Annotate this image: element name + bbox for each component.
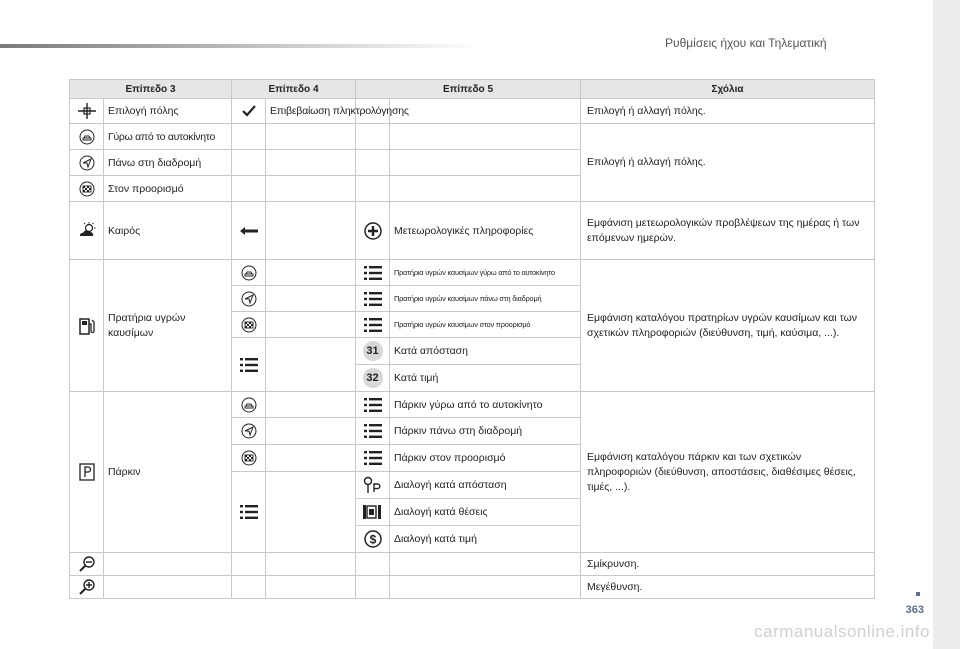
info-plus-icon <box>356 202 390 260</box>
fuel-stations-label: Πρατήρια υγρών καυσίμων <box>104 260 232 392</box>
enter-key-icon <box>232 202 266 260</box>
weather-label: Καιρός <box>104 202 232 260</box>
destination-flag-icon <box>232 312 266 338</box>
around-car-icon <box>70 124 104 150</box>
table-row <box>70 124 875 150</box>
header-level-5: Επίπεδο 5 <box>356 80 581 99</box>
destination-label: Στον προορισμό <box>104 176 232 202</box>
table-row <box>70 576 875 599</box>
parking-icon <box>70 392 104 553</box>
zoom-in-icon <box>70 576 104 599</box>
around-car-label: Γύρω από το αυτοκίνητο <box>104 124 232 150</box>
parking-by-price-label: Διαλογή κατά τιμή <box>390 526 581 553</box>
list-icon <box>356 286 390 312</box>
table-row <box>70 99 875 124</box>
fuel-route-label: Πρατήρια υγρών καυσίμων πάνω στη διαδρομή <box>390 286 581 312</box>
on-route-icon <box>70 150 104 176</box>
on-route-icon <box>232 286 266 312</box>
table-header-row <box>70 80 875 99</box>
fuel-destination-label: Πρατήρια υγρών καυσίμων στον προορισμό <box>390 312 581 338</box>
search-area-comment: Επιλογή ή αλλαγή πόλης. <box>581 124 875 202</box>
badge-31 <box>356 338 390 365</box>
header-level-4: Επίπεδο 4 <box>232 80 356 99</box>
fuel-by-distance-label: Κατά απόσταση <box>390 338 581 365</box>
badge-31-number: 31 <box>363 341 383 361</box>
header-gradient-bar <box>0 44 480 48</box>
weather-comment: Εμφάνιση μετεωρολογικών προβλέψεων της ημέρας ή των επόμενων ημερών. <box>581 202 875 260</box>
destination-flag-icon <box>232 445 266 472</box>
on-route-label: Πάνω στη διαδρομή <box>104 150 232 176</box>
list-icon <box>356 418 390 445</box>
header-level-3: Επίπεδο 3 <box>70 80 232 99</box>
badge-32 <box>356 365 390 392</box>
menu-table <box>69 79 875 599</box>
list-icon <box>356 312 390 338</box>
city-select-icon <box>70 99 104 124</box>
zoom-out-comment: Σμίκρυνση. <box>581 553 875 576</box>
confirm-typing-label: Επιβεβαίωση πληκτρολόγησης <box>266 99 356 124</box>
list-icon <box>232 338 266 392</box>
city-select-label: Επιλογή πόλης <box>104 99 232 124</box>
fuel-by-price-label: Κατά τιμή <box>390 365 581 392</box>
list-icon <box>356 445 390 472</box>
fuel-around-label: Πρατήρια υγρών καυσίμων γύρω από το αυτοκίνητο <box>390 260 581 286</box>
watermark: carmanualsonline.info <box>754 622 930 641</box>
table-row <box>70 202 875 260</box>
weather-icon <box>70 202 104 260</box>
table-row <box>70 392 875 418</box>
weather-info-label: Μετεωρολογικές πληροφορίες <box>390 202 581 260</box>
around-car-icon <box>232 392 266 418</box>
table-row <box>70 553 875 576</box>
parking-spaces-icon <box>356 499 390 526</box>
dollar-icon <box>356 526 390 553</box>
list-icon <box>356 260 390 286</box>
side-strip <box>933 0 960 649</box>
list-icon <box>232 472 266 553</box>
badge-32-number: 32 <box>363 368 383 388</box>
parking-around-label: Πάρκιν γύρω από το αυτοκίνητο <box>390 392 581 418</box>
parking-by-spaces-label: Διαλογή κατά θέσεις <box>390 499 581 526</box>
destination-flag-icon <box>70 176 104 202</box>
zoom-in-comment: Μεγέθυνση. <box>581 576 875 599</box>
parking-label: Πάρκιν <box>104 392 232 553</box>
checkmark-icon <box>232 99 266 124</box>
fuel-comment: Εμφάνιση καταλόγου πρατηρίων υγρών καυσίμων και των σχετικών πληροφοριών (διεύθυνση, τιμή, καύσιμα, ...). <box>581 260 875 392</box>
on-route-icon <box>232 418 266 445</box>
around-car-icon <box>232 260 266 286</box>
parking-comment: Εμφάνιση καταλόγου πάρκιν και των σχετικών πληροφοριών (διεύθυνση, αποστάσεις, διαθέσιμες θέσεις, τιμές, ...). <box>581 392 875 553</box>
section-title: Ρυθμίσεις ήχου και Τηλεματική <box>665 36 827 50</box>
page-number: 363 <box>905 604 924 616</box>
parking-route-label: Πάρκιν πάνω στη διαδρομή <box>390 418 581 445</box>
parking-distance-pin-icon <box>356 472 390 499</box>
list-icon <box>356 392 390 418</box>
table-row <box>70 260 875 286</box>
svg-text:$: $ <box>369 532 376 547</box>
parking-by-distance-label: Διαλογή κατά απόσταση <box>390 472 581 499</box>
page-marker <box>916 592 920 596</box>
fuel-pump-icon <box>70 260 104 392</box>
header-comments: Σχόλια <box>581 80 875 99</box>
zoom-out-icon <box>70 553 104 576</box>
parking-destination-label: Πάρκιν στον προορισμό <box>390 445 581 472</box>
city-comment: Επιλογή ή αλλαγή πόλης. <box>581 99 875 124</box>
